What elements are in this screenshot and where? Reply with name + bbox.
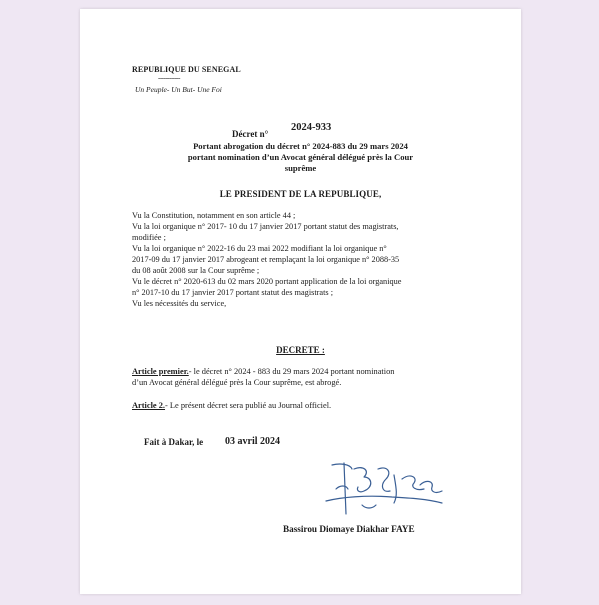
signature-date: 03 avril 2024: [225, 436, 280, 447]
decree-title-line: Portant abrogation du décret n° 2024-883 du 29 mars 2024: [193, 141, 408, 151]
signer-name: Bassirou Diomaye Diakhar FAYE: [283, 524, 415, 534]
article-2-text: - Le présent décret sera publié au Journal officiel.: [165, 401, 332, 410]
vu-line: Vu la loi organique n° 2022-16 du 23 mai 2022 modifiant la loi organique n°: [132, 244, 387, 253]
article-premier-label: Article premier.: [132, 367, 189, 376]
decree-title-line: portant nomination d’un Avocat général délégué près la Cour: [187, 152, 414, 162]
decrete-heading: DECRETE :: [276, 345, 325, 355]
vu-line: modifiée ;: [132, 233, 166, 242]
article-2: [132, 401, 331, 410]
vu-line: Vu le décret n° 2020-613 du 02 mars 2020 portant application de la loi organique: [132, 277, 402, 286]
president-heading: LE PRESIDENT DE LA REPUBLIQUE,: [219, 189, 382, 199]
decree-number-label: Décret n°: [232, 129, 269, 139]
vu-line: 2017-09 du 17 janvier 2017 abrogeant et remplaçant la loi organique n° 2088-35: [132, 255, 400, 264]
article-premier-text: - le décret n° 2024 - 883 du 29 mars 2024 portant nomination: [188, 367, 395, 376]
vu-line: n° 2017-10 du 17 janvier 2017 portant statut des magistrats ;: [132, 288, 334, 297]
decree-number: 2024-933: [291, 122, 332, 133]
article-2-label: Article 2.: [132, 401, 166, 410]
vu-line: du 08 août 2008 sur la Cour suprême ;: [132, 266, 260, 275]
handwritten-signature: [322, 459, 447, 519]
vu-line: Vu la loi organique n° 2017- 10 du 17 janvier 2017 portant statut des magistrats,: [132, 222, 399, 231]
header-separator: ------------: [158, 74, 180, 82]
document-page: [80, 9, 521, 594]
vu-line: Vu les nécessités du service,: [132, 299, 227, 308]
vu-line: Vu la Constitution, notamment en son article 44 ;: [132, 211, 296, 220]
country-name: REPUBLIQUE DU SENEGAL: [132, 65, 241, 74]
decree-title-line: suprême: [284, 163, 317, 173]
national-motto: Un Peuple- Un But- Une Foi: [135, 85, 222, 94]
place-label: Fait à Dakar, le: [144, 437, 204, 447]
article-premier: [132, 367, 394, 376]
article-premier-text-cont: d’un Avocat général délégué près la Cour suprême, est abrogé.: [132, 378, 342, 387]
